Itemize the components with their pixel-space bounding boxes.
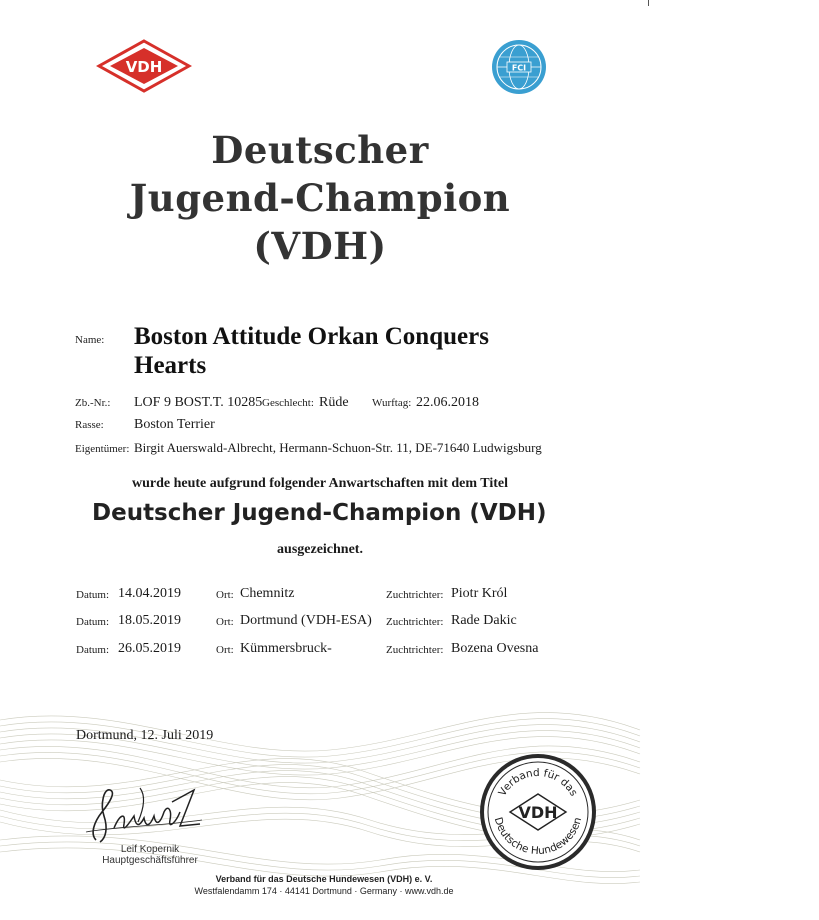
entry-2-judge-label: Zuchtrichter: [386,616,444,628]
owner-label: Eigentümer: [75,443,130,455]
entry-3-judge: Bozena Ovesna [451,641,539,656]
dog-name: Boston Attitude Orkan Conquers Hearts [134,323,489,379]
award-intro: wurde heute aufgrund folgender Anwartschaften mit dem Titel [131,476,509,491]
entry-1-date-label: Datum: [76,589,109,601]
zb-label: Zb.-Nr.: [75,397,111,409]
scan-edge-line [648,0,649,6]
entry-1-place: Chemnitz [240,586,295,601]
footer-org: Verband für das Deutsche Hundewesen (VDH) e. V. [215,874,433,884]
entry-1-place-label: Ort: [216,589,234,601]
seal-bottom-text: Deutsche Hundewesen [491,815,585,858]
seal-top-text: Verband für das [496,766,580,799]
signatory-role: Hauptgeschäftsführer [102,855,198,866]
title-line-3: (VDH) [253,224,387,268]
breed-label: Rasse: [75,419,104,431]
entry-1-date: 14.04.2019 [118,586,181,601]
vdh-logo-icon [96,38,192,94]
award-outro: ausgezeichnet. [277,542,363,557]
owner-value: Birgit Auerswald-Albrecht, Hermann-Schuon-Str. 11, DE-71640 Ludwigsburg [134,440,542,455]
sex-value: Rüde [319,395,349,410]
issue-place-date: Dortmund, 12. Juli 2019 [76,728,214,743]
zb-value: LOF 9 BOST.T. 10285 [134,395,263,410]
entry-1-judge: Piotr Król [451,586,508,601]
entry-1-judge-label: Zuchtrichter: [386,589,444,601]
sex-label: Geschlecht: [262,397,314,409]
entry-3-date-label: Datum: [76,644,109,656]
seal-center-text: VDH [518,803,558,822]
entry-3-judge-label: Zuchtrichter: [386,644,444,656]
entry-2-place-label: Ort: [216,616,234,628]
entry-2-place: Dortmund (VDH-ESA) [240,613,372,628]
title-line-2: Jugend-Champion [129,176,511,220]
born-label: Wurftag: [372,397,412,409]
entry-2-judge: Rade Dakic [451,613,517,628]
name-label: Name: [75,334,105,346]
title-line-1: Deutscher [211,128,429,172]
fci-logo-icon [490,38,548,96]
fci-logo-text: FCI [511,63,527,73]
entry-3-place: Kümmersbruck- [240,641,332,656]
entry-3-date: 26.05.2019 [118,641,181,656]
vdh-logo-text: VDH [125,58,163,76]
signature-icon [80,782,210,848]
signatory-name: Leif Kopernik [120,844,180,855]
born-value: 22.06.2018 [416,395,479,410]
footer-address: Westfalendamm 174 · 44141 Dortmund · Germany · www.vdh.de [194,886,454,896]
entry-2-date: 18.05.2019 [118,613,181,628]
vdh-seal-icon [478,752,598,872]
breed-value: Boston Terrier [134,417,215,432]
entry-3-place-label: Ort: [216,644,234,656]
award-title: Deutscher Jugend-Champion (VDH) [92,500,547,526]
entry-2-date-label: Datum: [76,616,109,628]
